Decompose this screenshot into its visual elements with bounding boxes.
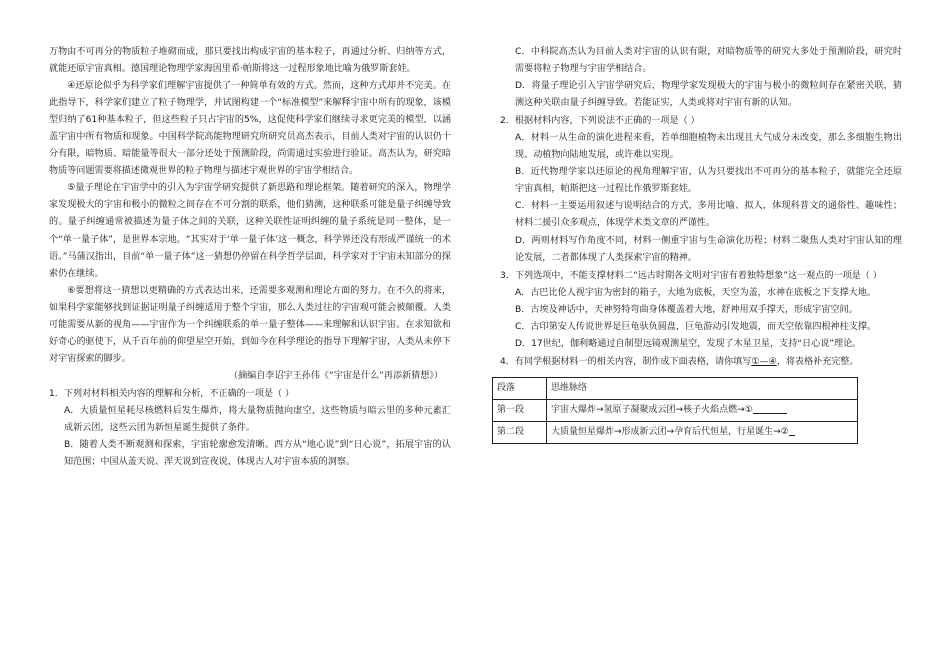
question-3-option-d: D．17世纪，伽利略通过自制望远镜观测星空，发现了木星卫星，支持“日心说”理论。 <box>515 338 862 349</box>
question-2-option-d: D．两则材料写作角度不同，材料一侧重宇宙与生命演化历程；材料二聚焦人类对宇宙认知的理论发展，二者都体现了人类探索宇宙的精神。 <box>515 235 902 263</box>
question-2-option-a: A．材料一从生命的演化进程来看，若单细胞植物未出现且大气成分未改变，那么多细胞生物出现、动植物向陆地发展，或许难以实现。 <box>515 133 902 161</box>
table-header-thinking: 思维脉络 <box>547 377 858 399</box>
passage-source: （摘编自李诏宇王孙伟《“宇宙是什么”再添新猜想》） <box>228 370 443 381</box>
question-4-stem <box>500 354 902 371</box>
passage-paragraph-6: ⑥要想将这一猜想以更精确的方式表达出来，还需要多观测和理论方面的努力。在不久的将来，如果科学家能够找到证据证明量子纠缠适用于整个宇宙，那么人类过往的宇宙观可能会被颠覆。人类可能需要从新的视角——宇宙作为一个纠缠联系的单一量子整体——来理解和认识宇宙。在求知欲和好奇心的驱使下，从千百年前的仰望星空开始，到如今在科学理论的指导下理解宇宙，人类从未停下对宇宙探索的脚步。 <box>49 285 451 364</box>
table-cell-thinking-2-text: 大质量恒星爆炸→形成新云团→孕育后代恒星，行星诞生→② <box>551 426 789 437</box>
question-3-option-a: A．古巴比伦人视宇宙为密封的箱子，大地为底板，天空为盖，水神在底板之下支撑大地。 <box>515 287 876 298</box>
left-column <box>49 44 451 471</box>
question-3-stem: 3．下列选项中，不能支撑材料二“远古时期各文明对宇宙有着独特想象”这一观点的一项是（ ） <box>500 270 882 281</box>
answer-blank-1[interactable] <box>753 403 787 414</box>
question-4-stem-post: ，将表格补充完整。 <box>776 356 859 367</box>
question-1-option-d: D．将量子理论引入宇宙学研究后，物理学家发现极大的宇宙与极小的微粒间存在紧密关联，猜测这种关联由量子纠缠导致。若能证实，人类或将对宇宙有新的认知。 <box>515 81 902 109</box>
question-2-option-c: C．材料一主要运用叙述与说明结合的方式，多用比喻、拟人，体现科普文的通俗性、趣味性；材料二援引众多观点，体现学术类文章的严谨性。 <box>515 201 902 229</box>
question-4-stem-pre: 4．有同学根据材料一的相关内容，制作成下面表格，请你填写 <box>500 356 752 367</box>
question-1-option-a: A．大质量恒星耗尽核燃料后发生爆炸，将大量物质抛向虚空，这些物质与暗云里的多种元素汇成新云团，这些云团为新恒星诞生提供了条件。 <box>64 405 451 434</box>
table-cell-paragraph-2: 第二段 <box>493 421 547 443</box>
table-row <box>493 399 858 421</box>
question-2-stem: 2．根据材料内容，下列说法不正确的一项是（ ） <box>500 116 700 127</box>
answer-blank-2[interactable] <box>789 425 795 436</box>
table-cell-paragraph-1: 第一段 <box>493 399 547 421</box>
passage-paragraph-4: ④还原论似乎为科学家们理解宇宙提供了一种简单有效的方式。然而，这种方式却并不完美。在此指导下，科学家们建立了粒子物理学，并试图构建一个“标准模型”来解释宇宙中所有的现象，该模型归纳了61种基本粒子，但这些粒子只占宇宙的5%，这促使科学家们继续寻求更完美的模型，以涵盖宇宙中所有物质和现象。中国科学院高能物理研究所研究员高杰表示，目前人类对宇宙的认识仍十分有限，暗物质、暗能量等很大一部分还处于预测阶段，尚需通过实验进行验证。高杰认为，研究暗物质等问题需要将描述微观世界的粒子物理与描述宇观世界的宇宙学相结合。 <box>49 81 451 177</box>
right-column <box>497 44 902 444</box>
passage-paragraph-5: ⑤量子理论在宇宙学中的引入为宇宙学研究提供了新思路和理论框架。随着研究的深入，物理学家发现极大的宇宙和极小的微粒之间存在不可分割的联系，他们猜测，这种联系可能是量子纠缠导致的。量子纠缠通常被描述为量子体之间的关联，这种关联性证明纠缠的量子系统是同一整体，是一个“单一量子体”，是世界本宗地。“其实对于‘单一量子体’这一概念，科学界还没有形成严谨统一的术语。”马蒲汉指出，目前“单一量子体”这一猜想仍停留在科学哲学层面，科学家对于宇宙未知部分的探索仍在继续。 <box>49 183 451 279</box>
passage-paragraph-continued: 万物由不可再分的物质粒子堆砌而成，那只要找出构成宇宙的基本粒子，再通过分析、归纳等方式，就能还原宇宙真相。德国理论物理学家海因里希·帕斯将这一过程形象地比喻为俄罗斯套娃。 <box>49 47 451 75</box>
question-1-option-b: B．随着人类不断观测和探索，宇宙轮廓愈发清晰。西方从“地心说”到“日心说”，拓展宇宙的认知范围；中国从盖天说、浑天说到宣夜说，体现古人对宇宙本质的洞察。 <box>64 440 451 468</box>
question-1-option-c: C．中科院高杰认为目前人类对宇宙的认识有限，对暗物质等的研究大多处于预测阶段，研究时需要将粒子物理与宇宙学相结合。 <box>515 47 902 75</box>
question-4-stem-range: ①—④ <box>751 356 777 367</box>
table-cell-thinking-2 <box>547 421 858 443</box>
question-3-option-b: B．古埃及神话中，天神努特弯曲身体覆盖着大地，舒神用双手撑天，形成宇宙空间。 <box>515 304 858 315</box>
question-3-option-c: C．古印第安人传说世界是巨龟驮负圆盘，巨龟游动引发地震，而天空依靠四根神柱支撑。 <box>515 321 877 332</box>
table-row <box>493 377 858 399</box>
thinking-table <box>492 377 858 444</box>
table-cell-thinking-1-text: 宇宙大爆炸→氢原子凝聚成云团→核子火焰点燃→① <box>551 404 753 415</box>
table-cell-thinking-1 <box>547 399 858 421</box>
question-1-stem: 1．下列对材料相关内容的理解和分析，不正确的一项是（ ） <box>49 388 295 399</box>
table-header-paragraph: 段落 <box>493 377 547 399</box>
question-2-option-b: B．近代物理学家以还原论的视角理解宇宙，认为只要找出不可再分的基本粒子，就能完全还原宇宙真相，帕斯把这一过程比作俄罗斯套娃。 <box>515 167 902 195</box>
table-row <box>493 421 858 443</box>
